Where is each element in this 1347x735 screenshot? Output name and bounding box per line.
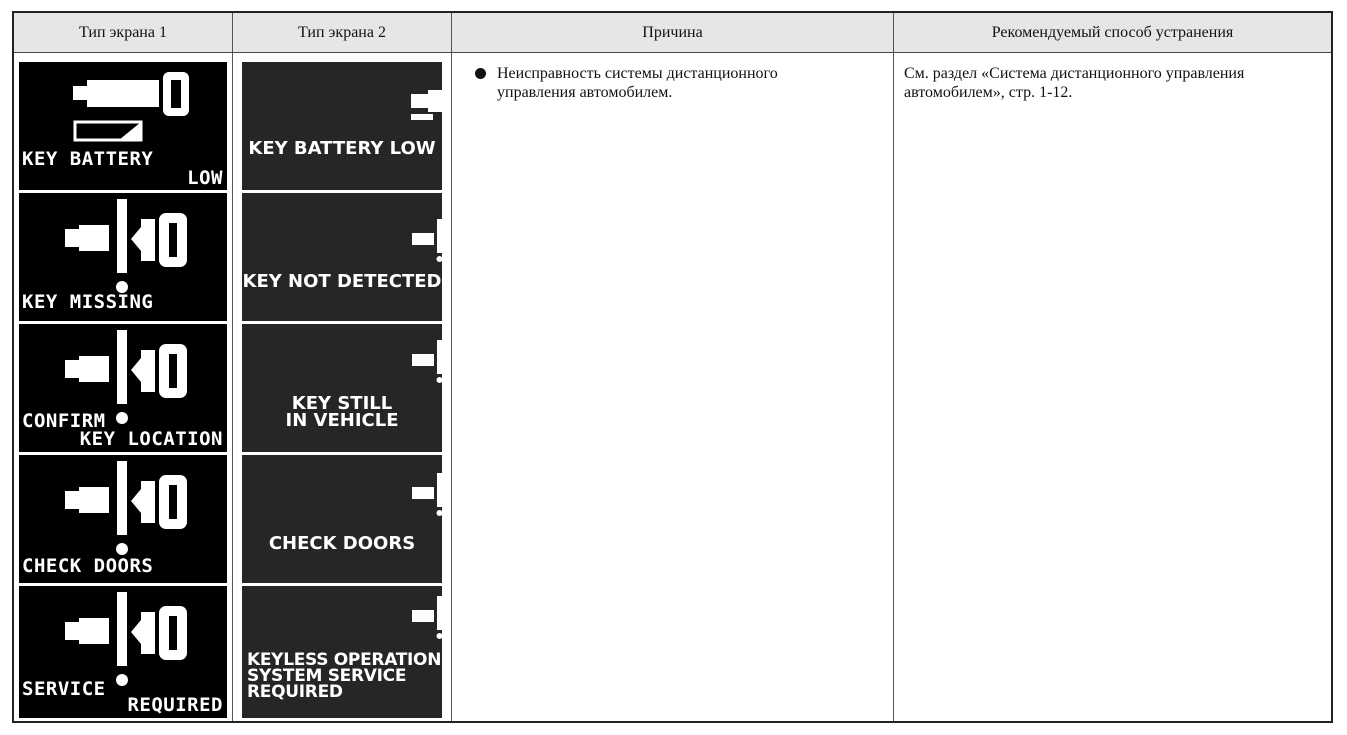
- screen2-label-line: KEYLESS OPERATION: [247, 650, 442, 670]
- header-cause: Причина: [642, 24, 703, 41]
- key-warning-icon: [342, 324, 442, 452]
- screen1-key-missing: [19, 193, 227, 321]
- screen1-check-doors: [19, 455, 227, 583]
- screen2-label-line: IN VEHICLE: [285, 410, 399, 431]
- header-screen-type-1: Тип экрана 1: [79, 24, 167, 41]
- screen2-key-still-in-vehicle: [242, 324, 442, 452]
- screen1-label-line1: CHECK DOORS: [22, 555, 154, 577]
- screen1-key-battery-low: [19, 62, 227, 190]
- screen2-keyless-operation-service: [242, 586, 442, 718]
- screen2-label-line: KEY STILL: [291, 393, 393, 414]
- warning-table: [12, 11, 1333, 723]
- screen2-label-line: KEY NOT DETECTED: [242, 271, 442, 292]
- column-divider: [451, 13, 452, 721]
- bullet-icon: [475, 68, 486, 79]
- remedy-cell: См. раздел «Система дистанционного управления автомобилем», стр. 1-12.: [904, 65, 1245, 101]
- key-warning-icon: [342, 455, 442, 583]
- key-battery-low-icon: [342, 62, 442, 190]
- screen1-confirm-key-location: [19, 324, 227, 452]
- header-screen-type-2: Тип экрана 2: [298, 24, 386, 41]
- key-warning-icon: [342, 193, 442, 321]
- column-divider: [893, 13, 894, 721]
- screen1-label-line1: KEY BATTERY: [22, 148, 154, 170]
- screen1-label-line1: KEY MISSING: [22, 291, 154, 313]
- screen2-label-line: CHECK DOORS: [268, 533, 416, 554]
- screen2-key-not-detected: [242, 193, 442, 321]
- screen1-label-line1: CONFIRM: [22, 410, 106, 432]
- screen2-label-line: REQUIRED: [247, 682, 343, 702]
- screen1-label-line2: LOW: [187, 167, 223, 189]
- screen1-service-required: [19, 586, 227, 718]
- screen2-check-doors: [242, 455, 442, 583]
- table-header: [14, 13, 1331, 53]
- screen1-label-line2: REQUIRED: [127, 694, 223, 716]
- screen1-label-line1: SERVICE: [22, 678, 106, 700]
- screen2-key-battery-low: [242, 62, 442, 190]
- header-remedy: Рекомендуемый способ устранения: [991, 24, 1234, 41]
- screen1-label-line2: KEY LOCATION: [79, 428, 223, 450]
- screen2-label-line: SYSTEM SERVICE: [247, 666, 407, 686]
- column-divider: [232, 13, 233, 721]
- cause-text: Неисправность системы дистанционного управления автомобилем.: [497, 65, 778, 101]
- screen2-label-line: KEY BATTERY LOW: [248, 138, 436, 159]
